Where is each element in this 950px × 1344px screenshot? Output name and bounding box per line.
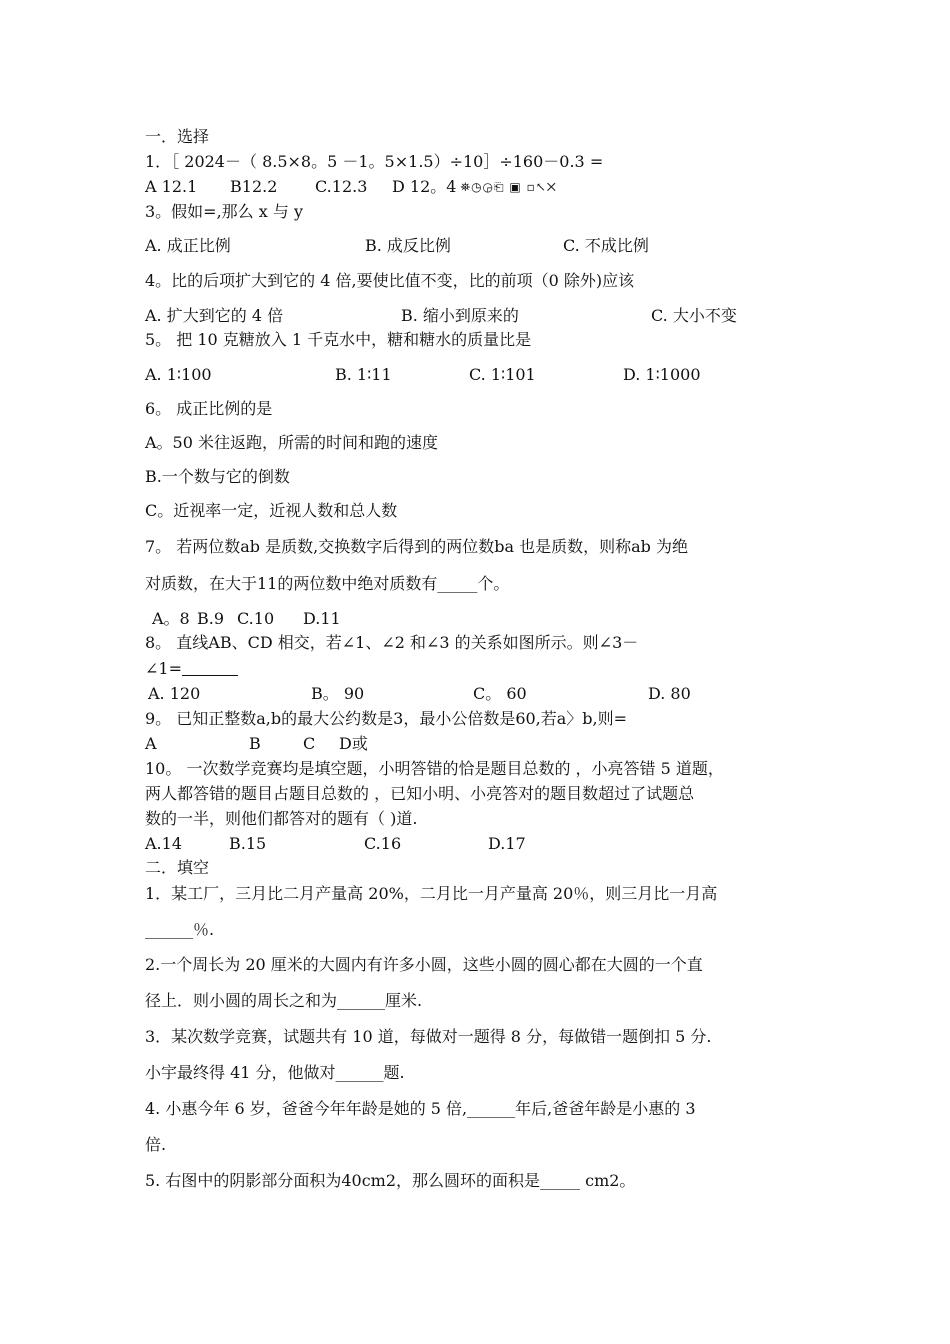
q10-option-a: A.14	[145, 834, 182, 853]
q4-stem: 4。比的后项扩大到它的 4 倍,要使比值不变，比的前项（0 除外)应该	[145, 271, 635, 290]
section-choice-title: 一．选择	[145, 127, 210, 146]
q9-option-a: A	[145, 734, 157, 753]
q9-option-c: C	[303, 734, 316, 753]
q5-option-d: D. 1∶1000	[623, 365, 701, 384]
q7-option-d: D.11	[303, 609, 341, 628]
q1-stem: 1．［ 2024－（ 8.5×8。5 －1。5×1.5）÷10］÷160－0.3 =	[145, 152, 604, 171]
q6-stem: 6。 成正比例的是	[145, 399, 273, 418]
f2-line1: 2.一个周长为 20 厘米的大圆内有许多小圆，这些小圆的圆心都在大圆的一个直	[145, 955, 703, 974]
q10-options	[145, 834, 526, 854]
q3-options	[145, 236, 649, 256]
q7-option-a: A。8	[152, 609, 190, 628]
q3-stem: 3。假如=,那么 x 与 y	[145, 202, 303, 221]
q9-options	[145, 734, 368, 754]
q7-option-c: C.10	[237, 609, 275, 628]
f3-line1: 3．某次数学竞赛，试题共有 10 道，每做对一题得 8 分，每做错一题倒扣 5 分.	[145, 1027, 712, 1046]
q1-option-c: C.12.3	[315, 177, 368, 196]
q3-option-a: A. 成正比例	[145, 236, 231, 255]
q10-stem-line1: 10。 一次数学竞赛均是填空题，小明答错的恰是题目总数的 ，小亮答错 5 道题，	[145, 759, 724, 778]
q4-options	[145, 306, 737, 326]
stray-symbols-icon: ⛯◷◶⎗ ▣ ▫↖✕	[460, 180, 557, 194]
q8-option-b: B。 90	[311, 684, 365, 703]
q5-option-a: A. 1∶100	[145, 365, 212, 384]
q5-options	[145, 365, 701, 385]
q8-option-a: A. 120	[148, 684, 201, 703]
q1-option-b: B12.2	[230, 177, 278, 196]
q8-answer-blank	[182, 661, 238, 676]
q1-option-a: A 12.1	[145, 177, 198, 196]
q5-option-b: B. 1∶11	[335, 365, 392, 384]
q8-options	[148, 684, 691, 704]
q7-option-b: B.9	[197, 609, 225, 628]
q6-option-b: B.一个数与它的倒数	[145, 467, 290, 486]
q8-option-c: C。 60	[473, 684, 527, 703]
q8-stem-line2	[145, 659, 238, 679]
q10-stem-line2: 两人都答错的题目占题目总数的 ，已知小明、小亮答对的题目数超过了试题总	[145, 784, 695, 803]
q8-option-d: D. 80	[648, 684, 691, 703]
f3-line2: 小宇最终得 41 分，他做对______题.	[145, 1063, 405, 1082]
q10-option-b: B.15	[229, 834, 267, 853]
q4-option-a: A. 扩大到它的 4 倍	[145, 306, 284, 325]
section-fill-title: 二．填空	[145, 858, 210, 877]
f5-line1: 5. 右图中的阴影部分面积为40cm2，那么圆环的面积是_____ cm2。	[145, 1171, 636, 1190]
q10-stem-line3: 数的一半，则他们都答对的题有（ )道.	[145, 809, 418, 828]
q4-option-c: C. 大小不变	[651, 306, 737, 325]
q3-option-c: C. 不成比例	[563, 236, 649, 255]
q9-stem: 9。 已知正整数a,b的最大公约数是3，最小公倍数是60,若a〉b,则=	[145, 709, 628, 728]
q5-stem: 5。 把 10 克糖放入 1 千克水中，糖和糖水的质量比是	[145, 330, 532, 349]
f4-line2: 倍.	[145, 1135, 167, 1154]
q8-angle-label: ∠1=	[145, 659, 182, 678]
q9-option-b: B	[249, 734, 261, 753]
q7-stem-line1: 7。 若两位数ab 是质数,交换数字后得到的两位数ba 也是质数，则称ab 为绝	[145, 537, 688, 556]
q7-options	[152, 609, 341, 629]
q6-option-c: C。近视率一定，近视人数和总人数	[145, 501, 398, 520]
q1-options	[145, 177, 557, 197]
q1-option-d: D 12。4	[392, 177, 457, 196]
q10-option-c: C.16	[364, 834, 402, 853]
q8-stem-line1: 8。 直线AB、CD 相交，若∠1、∠2 和∠3 的关系如图所示。则∠3－	[145, 633, 639, 652]
q3-option-b: B. 成反比例	[365, 236, 451, 255]
q5-option-c: C. 1∶101	[469, 365, 536, 384]
f2-line2: 径上．则小圆的周长之和为______厘米.	[145, 991, 423, 1010]
q4-option-b: B. 缩小到原来的	[401, 306, 519, 325]
q10-option-d: D.17	[488, 834, 526, 853]
f1-line1: 1．某工厂，三月比二月产量高 20%，二月比一月产量高 20％，则三月比一月高	[145, 884, 718, 903]
q9-option-d: D或	[339, 734, 368, 753]
f1-line2: ______％.	[145, 920, 215, 939]
q7-stem-line2: 对质数，在大于11的两位数中绝对质数有_____个。	[145, 574, 510, 593]
f4-line1: 4. 小惠今年 6 岁，爸爸今年年龄是她的 5 倍,______年后,爸爸年龄是小惠的 3	[145, 1099, 696, 1118]
q6-option-a: A。50 米往返跑，所需的时间和跑的速度	[145, 433, 439, 452]
